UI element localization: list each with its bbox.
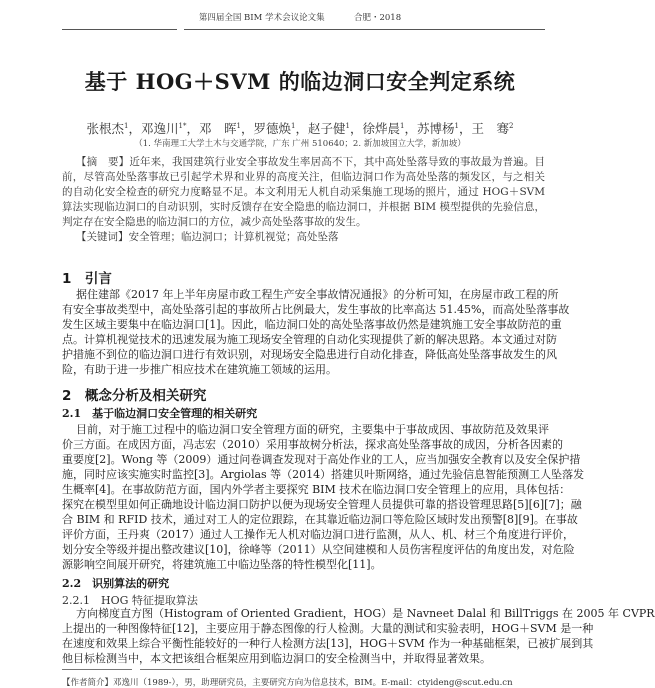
author-affiliation-mark: 1 xyxy=(345,121,350,130)
text-line: 源影响空间展开研究，将建筑施工中临边坠落的特性模型化[11]。 xyxy=(62,558,382,571)
author-name: 邓 晖 xyxy=(199,121,237,136)
author-affiliation-mark: 2 xyxy=(509,121,514,130)
affiliation: （1. 华南理工大学土木与交通学院，广东 广州 510640；2. 新加坡国立大学，新加坡） xyxy=(134,139,466,149)
section-heading: 2 概念分析及相关研究 xyxy=(62,388,207,404)
text-line: 险，有助于进一步推广相应技术在建筑施工领域的运用。 xyxy=(62,363,337,376)
text-line: 判定存在安全隐患的临边洞口的方位，减少高处坠落事故的发生。 xyxy=(62,216,367,228)
text-line: 点。计算机视觉技术的迅速发展为施工现场安全管理的自动化实现提供了新的解决思路。本文通过对防 xyxy=(62,333,557,346)
text-line: 生概率[4]。在事故防范方面，国内外学者主要探究 BIM 技术在临边洞口安全管理上的应用，具体包括： xyxy=(62,483,571,496)
text-line: 护措施不到位的临边洞口进行有效识别，对现场安全隐患进行自动化排查，降低高处坠落事故发生的风 xyxy=(62,348,557,361)
running-header xyxy=(0,11,600,23)
text-line: 探究在模型里如何正确地设计临边洞口防护以便为现场安全管理人员提供可靠的搭设管理思路[5][6][7]；融 xyxy=(62,498,582,511)
text-line: 目前，对于施工过程中的临边洞口安全管理方面的研究，主要集中于事故成因、事故防范及效果评 xyxy=(76,423,549,436)
author-affiliation-mark: 1 xyxy=(236,121,241,130)
text-line: 评价方面，王丹爽（2017）通过人工操作无人机对临边洞口进行监测，从人、机、材三个角度进行评价， xyxy=(62,528,574,541)
subsubsection-heading: 2.2.1 HOG 特征提取算法 xyxy=(62,594,198,607)
author-affiliation-mark: 1 xyxy=(291,121,296,130)
author-affiliation-mark: 1 xyxy=(124,121,129,130)
text-line: 方向梯度直方图（Histogram of Oriented Gradient，HOG）是 Navneet Dalal 和 BillTriggs 在 2005 年 CVPR xyxy=(76,607,655,620)
text-line: 有安全事故类型中，高处坠落引起的事故所占比例最大，发生事故的比率高达 51.45%，而高处坠落事故 xyxy=(62,303,570,316)
author-name: 赵子健 xyxy=(308,121,346,136)
author-name: 邓逸川 xyxy=(141,121,179,136)
author-name: 张根杰 xyxy=(86,121,125,136)
author-affiliation-mark: 1* xyxy=(178,121,187,130)
author-name: 罗德焕 xyxy=(253,121,292,136)
header-rule-right xyxy=(184,29,545,30)
subsection-heading: 2.1 基于临边洞口安全管理的相关研究 xyxy=(62,407,258,420)
text-line: 的自动化安全检查的研究力度略显不足。本文利用无人机自动采集施工现场的照片，通过 HOG＋SVM xyxy=(62,186,545,198)
text-line: 前，尽管高处坠落事故已引起学术界和业界的高度关注，但临边洞口作为高处坠落的频发区，与之相关 xyxy=(62,171,545,183)
author-name: 王 骞 xyxy=(471,121,510,136)
author-affiliation-mark: 1 xyxy=(454,121,459,130)
text-line: 他目标检测当中，本文把该组合框架应用到临边洞口的安全检测当中，并取得显著效果。 xyxy=(62,652,491,665)
place-year: 合肥・2018 xyxy=(353,13,402,23)
section-heading: 1 引言 xyxy=(62,271,112,287)
text-line: 施，同时应该实施实时监控[3]。Argiolas 等（2014）搭建贝叶斯网络，通过先验信息智能预测工人坠落发 xyxy=(62,468,585,481)
text-line: 划分安全等级并提出整改建议[10]，徐峰等（2011）从空间建模和人员伤害程度评估的角度出发，对危险 xyxy=(62,543,575,556)
text-line: 价三方面。在成因方面，冯志宏（2010）采用事故树分析法，探求高处坠落事故的成因，分析各因素的 xyxy=(62,438,563,451)
author-affiliation-mark: 1 xyxy=(400,121,405,130)
text-line: 【摘 要】近年来，我国建筑行业安全事故发生率居高不下，其中高处坠落导致的事故最为普遍。目 xyxy=(76,156,545,168)
author-name: 徐烨晨 xyxy=(362,121,401,136)
paper-title: 基于 HOG＋SVM 的临边洞口安全判定系统 xyxy=(84,69,516,94)
footnote-rule-2 xyxy=(140,669,200,670)
text-line: 算法实现临边洞口的自动识别，实时反馈存在安全隐患的临边洞口，并根据 BIM 模型提供的先验信息， xyxy=(62,201,545,213)
text-line: 据住建部《2017 年上半年房屋市政工程生产安全事故情况通报》的分析可知，在房屋市政工程的所 xyxy=(76,288,559,301)
proceedings-name: 第四届全国 BIM 学术会议论文集 xyxy=(198,13,325,23)
header-rule-left xyxy=(62,29,177,30)
text-line: 发生区域主要集中在临边洞口[1]。因此，临边洞口处的高处坠落事故仍然是建筑施工安全事故防范的重 xyxy=(62,318,562,331)
subsection-heading: 2.2 识别算法的研究 xyxy=(62,577,170,590)
keywords: 【关键词】安全管理；临边洞口；计算机视觉；高处坠落 xyxy=(76,231,339,243)
author-list: 张根杰$^1$，邓逸川$^{1*}$，邓 晖$^1$，罗德焕$^1$，赵子健$^1$，徐烨晨$^1$，苏博杨$^1$，王 骞$^2$ xyxy=(86,121,514,136)
author-footnote: 【作者简介】邓逸川（1989-），男，助理研究员，主要研究方向为信息技术，BIM。E-mail：ctyideng@scut.edu.cn xyxy=(62,678,513,688)
footnote-rule xyxy=(62,669,132,670)
text-line: 重要度[2]。Wong 等（2009）通过问卷调查发现对于高处作业的工人，应当加强安全教育以及安全保护措 xyxy=(62,453,581,466)
text-line: 合 BIM 和 RFID 技术，通过对工人的定位跟踪，在其靠近临边洞口等危险区域时发出预警[8][9]。在事故 xyxy=(62,513,578,526)
author-name: 苏博杨 xyxy=(417,121,455,136)
text-line: 在速度和效果上综合平衡性能较好的一种行人检测方法[13]，HOG＋SVM 作为一种基础框架，已被扩展到其 xyxy=(62,637,594,650)
text-line: 上提出的一种图像特征[12]，主要应用于静态图像的行人检测。大量的测试和实验表明，HOG＋SVM 是一种 xyxy=(62,622,594,635)
